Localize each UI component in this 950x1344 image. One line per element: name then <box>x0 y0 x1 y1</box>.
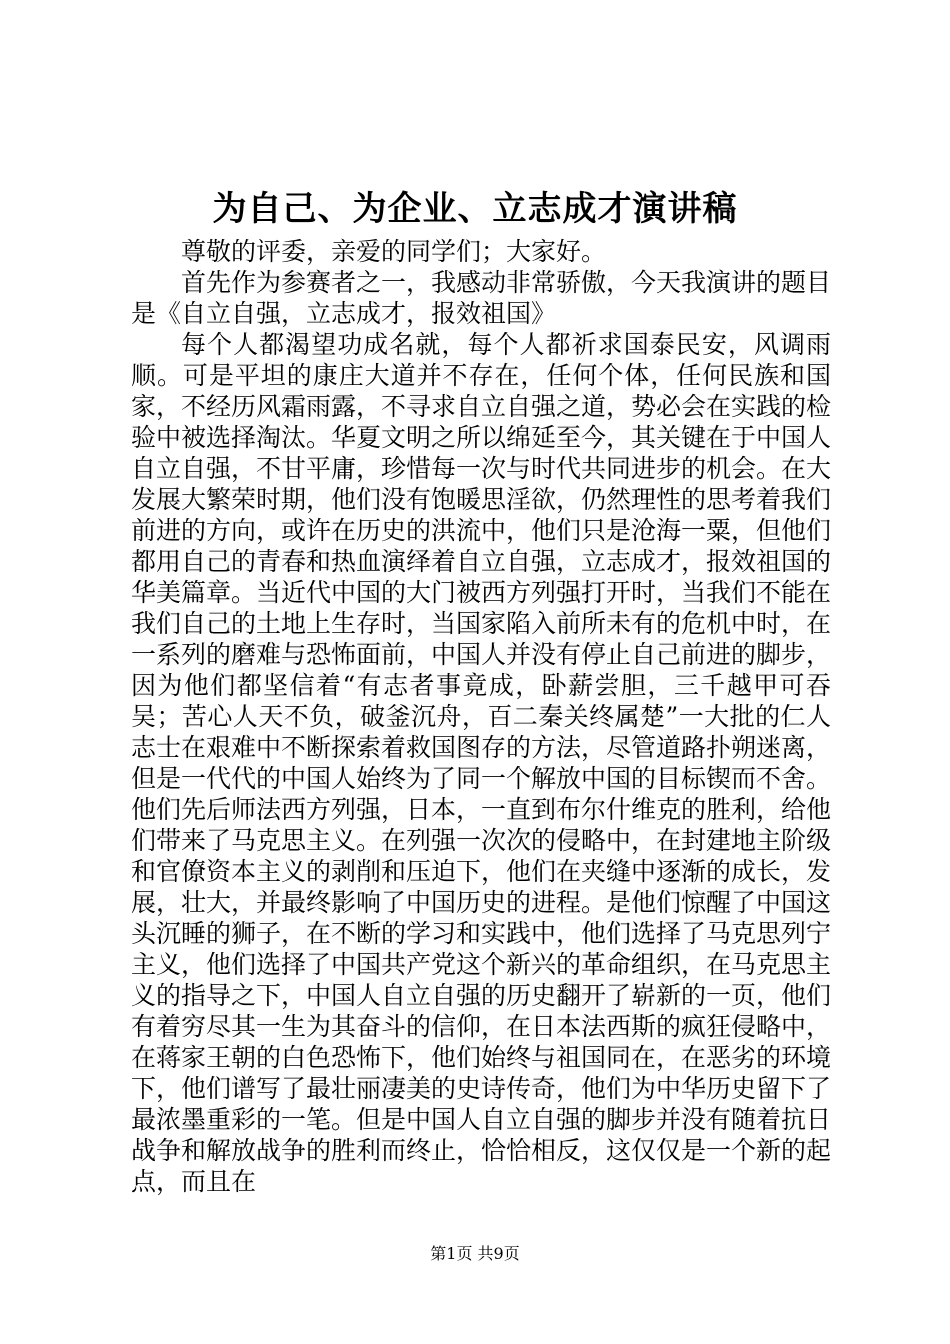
document-body <box>131 236 831 1197</box>
paragraph-greeting: 尊敬的评委，亲爱的同学们；大家好。 <box>181 237 607 266</box>
document-title: 为自己、为企业、立志成才演讲稿 <box>212 189 738 229</box>
paragraph-main: 每个人都渴望功成名就，每个人都祈求国泰民安，风调雨顺。可是平坦的康庄大道并不存在，任何个体，任何民族和国家，不经历风霜雨露，不寻求自立自强之道，势必会在实践的检验中被选择淘汰。华夏文明之所以绵延至今，其关键在于中国人自立自强，不甘平庸，珍惜每一次与时代共同进步的机会。在大发展大繁荣时期，他们没有饱暖思淫欲，仍然理性的思考着我们前进的方向，或许在历史的洪流中，他们只是沧海一粟，但他们都用自己的青春和热血演绎着自立自强，立志成才，报效祖国的华美篇章。当近代中国的大门被西方列强打开时，当我们不能在我们自己的土地上生存时，当国家陷入前所未有的危机中时，在一系列的磨难与恐怖面前，中国人并没有停止自己前进的脚步，因为他们都坚信着“有志者事竟成，卧薪尝胆，三千越甲可吞吴；苦心人天不负，破釜沉舟，百二秦关终属楚”一大批的仁人志士在艰难中不断探索着救国图存的方法，尽管道路扑朔迷离，但是一代代的中国人始终为了同一个解放中国的目标锲而不舍。他们先后师法西方列强，日本，一直到布尔什维克的胜利，给他们带来了马克思主义。在列强一次次的侵略中，在封建地主阶级和官僚资本主义的剥削和压迫下，他们在夹缝中逐渐的成长，发展，壮大，并最终影响了中国历史的进程。是他们惊醒了中国这头沉睡的狮子，在不断的学习和实践中，他们选择了马克思列宁主义，他们选择了中国共产党这个新兴的革命组织，在马克思主义的指导之下，中国人自立自强的历史翻开了崭新的一页，他们有着穷尽其一生为其奋斗的信仰，在日本法西斯的疯狂侵略中，在蒋家王朝的白色恐怖下，他们始终与祖国同在，在恶劣的环境下，他们谱写了最壮丽凄美的史诗传奇，他们为中华历史留下了最浓墨重彩的一笔。但是中国人自立自强的脚步并没有随着抗日战争和解放战争的胜利而终止，恰恰相反，这仅仅是一个新的起点，而且在 <box>131 330 832 1196</box>
page-number-footer: 第1页 共9页 <box>430 1244 520 1263</box>
paragraph-intro: 首先作为参赛者之一，我感动非常骄傲，今天我演讲的题目是《自立自强，立志成才，报效祖国》 <box>131 268 832 328</box>
